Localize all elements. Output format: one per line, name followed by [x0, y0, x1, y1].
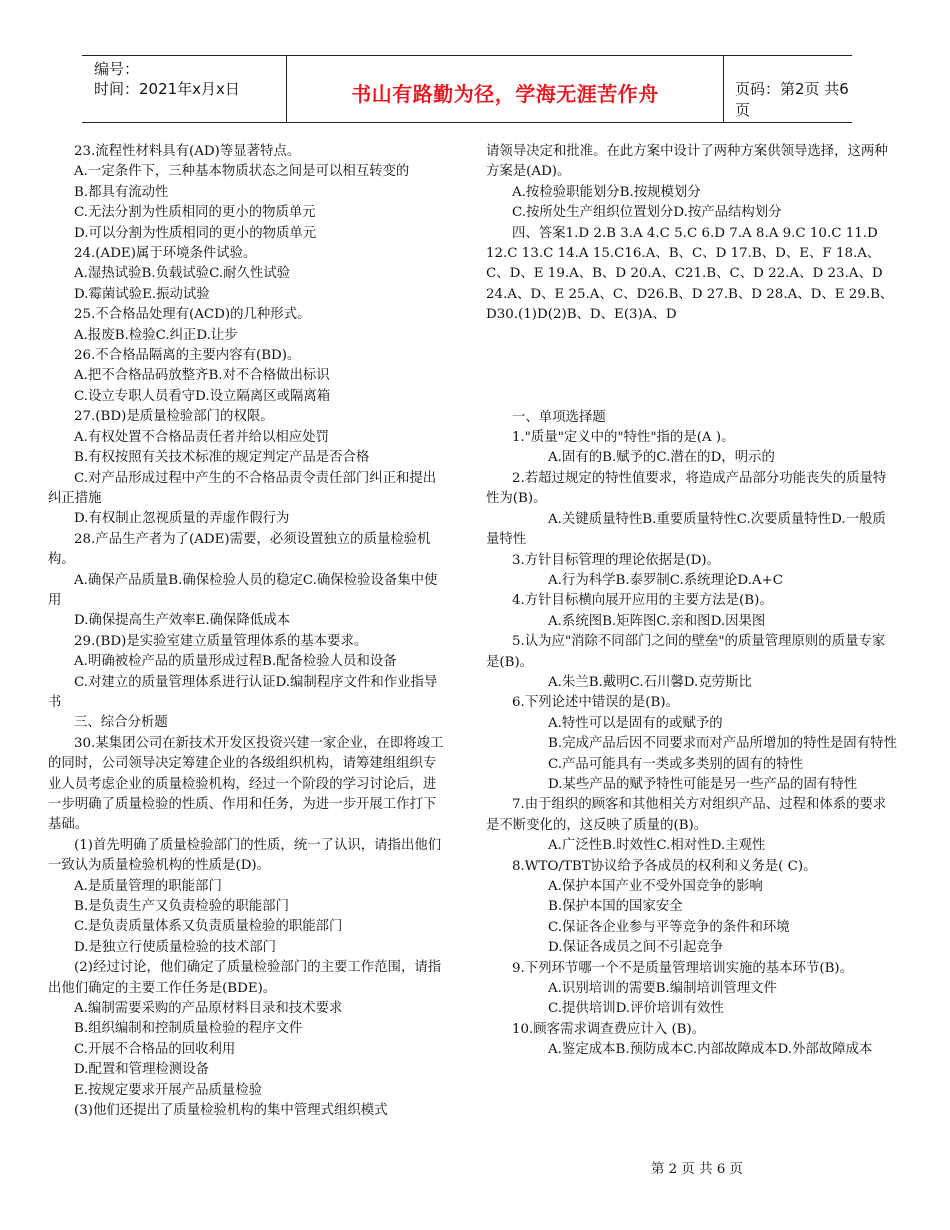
serial-label: 编号： — [94, 60, 140, 78]
option: A.保护本国产业不受外国竞争的影响 — [548, 879, 763, 894]
question: 10.顾客需求调查费应计入 (B)。 — [512, 1021, 706, 1037]
question: 8.WTO/TBT协议给予各成员的权利和义务是( C)。 — [512, 858, 817, 874]
paragraph: D.是独立行使质量检验的技术部门 — [74, 939, 276, 955]
paragraph: A.明确被检产品的质量形成过程B.配备检验人员和设备 — [74, 654, 397, 670]
page-footer: 第 2 页 共 6 页 — [651, 1162, 743, 1177]
paragraph: 30.某集团公司在新技术开发区投资兴建一家企业，在即将竣工的同时，公司领导决定筹建企业的各级组织机构，请筹建组组织专业人员考虑企业的质量检验机构，经过一个阶段的学习讨论后，进一步明确了质量检验的性质、作用和任务，为进一步开展工作打下基础。 — [48, 735, 444, 833]
right-column — [486, 142, 898, 1061]
paragraph: A.编制需要采购的产品原材料目录和技术要求 — [74, 1001, 343, 1017]
paragraph: C.是负责质量体系又负责质量检验的职能部门 — [74, 919, 343, 935]
question: 4.方针目标横向展开应用的主要方法是(B)。 — [512, 593, 773, 609]
paragraph: B.是负责生产又负责检验的职能部门 — [74, 899, 289, 915]
paragraph: D.可以分割为性质相同的更小的物质单元 — [74, 225, 317, 241]
time-label: 时间：2021年x月x日 — [94, 80, 240, 98]
paragraph: (1)首先明确了质量检验部门的性质，统一了认识，请指出他们一致认为质量检验机构的性质是(D)。 — [48, 837, 442, 874]
paragraph: C.无法分割为性质相同的更小的物质单元 — [74, 205, 316, 221]
paragraph: C.开展不合格品的回收利用 — [74, 1041, 236, 1057]
paragraph: 29.(BD)是实验室建立质量管理体系的基本要求。 — [74, 633, 368, 649]
question: 9.下列环节哪一个不是质量管理培训实施的基本环节(B)。 — [512, 960, 854, 976]
options: C.提供培训D.评价培训有效性 — [548, 1001, 724, 1017]
question: 2.若超过规定的特性值要求，将造成产品部分功能丧失的质量特性为(B)。 — [486, 470, 887, 507]
section-heading: 一、单项选择题 — [512, 409, 606, 425]
paragraph: 28.产品生产者为了(ADE)需要，必须设置独立的质量检验机构。 — [48, 531, 431, 568]
options: A.朱兰B.戴明C.石川馨D.克劳斯比 — [548, 674, 752, 690]
paragraph: C.对产品形成过程中产生的不合格品责令责任部门纠正和提出纠正措施 — [48, 470, 437, 506]
paragraph: D.确保提高生产效率E.确保降低成本 — [74, 613, 291, 629]
options: A.系统图B.矩阵图C.亲和图D.因果图 — [548, 613, 766, 629]
option: C.保证各企业参与平等竞争的条件和环境 — [548, 919, 790, 935]
paragraph: 23.流程性材料具有(AD)等显著特点。 — [74, 144, 301, 159]
page-number-label: 页码：第2页 共6页 — [735, 80, 849, 119]
paragraph: D.有权制止忽视质量的弄虚作假行为 — [74, 511, 290, 527]
paragraph: A.报废B.检验C.纠正D.让步 — [74, 327, 238, 343]
paragraph: A.湿热试验B.负载试验C.耐久性试验 — [74, 266, 291, 282]
options: A.识别培训的需要B.编制培训管理文件 — [548, 981, 777, 997]
option: B.完成产品后因不同要求而对产品所增加的特性是固有特性 — [548, 736, 897, 752]
paragraph: A.确保产品质量B.确保检验人员的稳定C.确保检验设备集中使用 — [48, 572, 438, 608]
options: A.关键质量特性B.重要质量特性C.次要质量特性D.一般质量特性 — [486, 511, 886, 548]
paragraph: (2)经过讨论，他们确定了质量检验部门的主要工作范围，请指出他们确定的主要工作任务是(BDE)。 — [48, 960, 442, 996]
options: A.行为科学B.泰罗制C.系统理论D.A+C — [548, 572, 783, 588]
paragraph: 25.不合格品处理有(ACD)的几种形式。 — [74, 307, 311, 323]
paragraph: E.按规定要求开展产品质量检验 — [74, 1082, 263, 1098]
paragraph: A.一定条件下，三种基本物质状态之间是可以相互转变的 — [74, 164, 410, 180]
paragraph: C.对建立的质量管理体系进行认证D.编制程序文件和作业指导书 — [48, 674, 438, 710]
paragraph: 26.不合格品隔离的主要内容有(BD)。 — [74, 348, 301, 364]
paragraph: (3)他们还提出了质量检验机构的集中管理式组织模式 — [74, 1103, 388, 1119]
paragraph: C.设立专职人员看守D.设立隔离区或隔离箱 — [74, 388, 331, 404]
paragraph: A.是质量管理的职能部门 — [74, 878, 222, 894]
option: D.保证各成员之间不引起竞争 — [548, 940, 724, 956]
paragraph: A.有权处置不合格品责任者并给以相应处罚 — [74, 429, 329, 445]
motto: 书山有路勤为径，学海无涯苦作舟 — [351, 82, 659, 106]
paragraph: D.霉菌试验E.振动试验 — [74, 286, 210, 302]
answer-key: 四、答案1.D 2.B 3.A 4.C 5.C 6.D 7.A 8.A 9.C 10.C 11.D 12.C 13.C 14.A 15.C16.A、B、C、D 17.B、D、E、F 18.A、C、D、E 19.A、B、D 20.A、C21.B、C、D 22.A、D 23.A、D 24.A、D、E 25.A、C、D26.B、D 27.B、D 28.A、D、E 29.B、D30.(1)D(2)B、D、E(3)A、D — [486, 225, 894, 323]
left-column — [48, 142, 448, 1122]
header-motto-cell — [286, 56, 724, 122]
section-heading: 三、综合分析题 — [74, 715, 168, 731]
paragraph: D.配置和管理检测设备 — [74, 1062, 210, 1078]
paragraph: A.按检验职能划分B.按规模划分 — [512, 184, 701, 200]
paragraph: A.把不合格品码放整齐B.对不合格做出标识 — [74, 368, 330, 384]
options: A.固有的B.赋予的C.潜在的D，明示的 — [548, 450, 775, 466]
header-page-cell — [723, 56, 852, 122]
question: 6.下列论述中错误的是(B)。 — [512, 695, 679, 711]
question: 3.方针目标管理的理论依据是(D)。 — [512, 552, 721, 568]
paragraph: B.都具有流动性 — [74, 184, 169, 200]
question: 5.认为应"消除不同部门之间的壁垒"的质量管理原则的质量专家是(B)。 — [486, 634, 886, 670]
option: A.特性可以是固有的或赋予的 — [548, 715, 723, 731]
paragraph: 27.(BD)是质量检验部门的权限。 — [74, 409, 274, 425]
options: A.鉴定成本B.预防成本C.内部故障成本D.外部故障成本 — [548, 1042, 873, 1058]
options: A.广泛性B.时效性C.相对性D.主观性 — [548, 838, 766, 854]
page-header — [82, 55, 852, 123]
paragraph: 24.(ADE)属于环境条件试验。 — [74, 246, 257, 262]
option: C.产品可能具有一类或多类别的固有的特性 — [548, 756, 804, 772]
option: D.某些产品的赋予特性可能是另一些产品的固有特性 — [548, 776, 858, 792]
header-meta-cell — [82, 56, 286, 122]
paragraph: B.组织编制和控制质量检验的程序文件 — [74, 1021, 303, 1037]
question: 7.由于组织的顾客和其他相关方对组织产品、过程和体系的要求是不断变化的，这反映了质量的(B)。 — [486, 797, 887, 833]
paragraph: C.按所处生产组织位置划分D.按产品结构划分 — [512, 205, 782, 221]
paragraph: 请领导决定和批准。在此方案中设计了两种方案供领导选择，这两种方案是(AD)。 — [486, 144, 888, 180]
paragraph: B.有权按照有关技术标准的规定判定产品是否合格 — [74, 450, 370, 466]
question: 1."质量"定义中的"特性"指的是(A )。 — [512, 430, 735, 446]
option: B.保护本国的国家安全 — [548, 899, 683, 915]
